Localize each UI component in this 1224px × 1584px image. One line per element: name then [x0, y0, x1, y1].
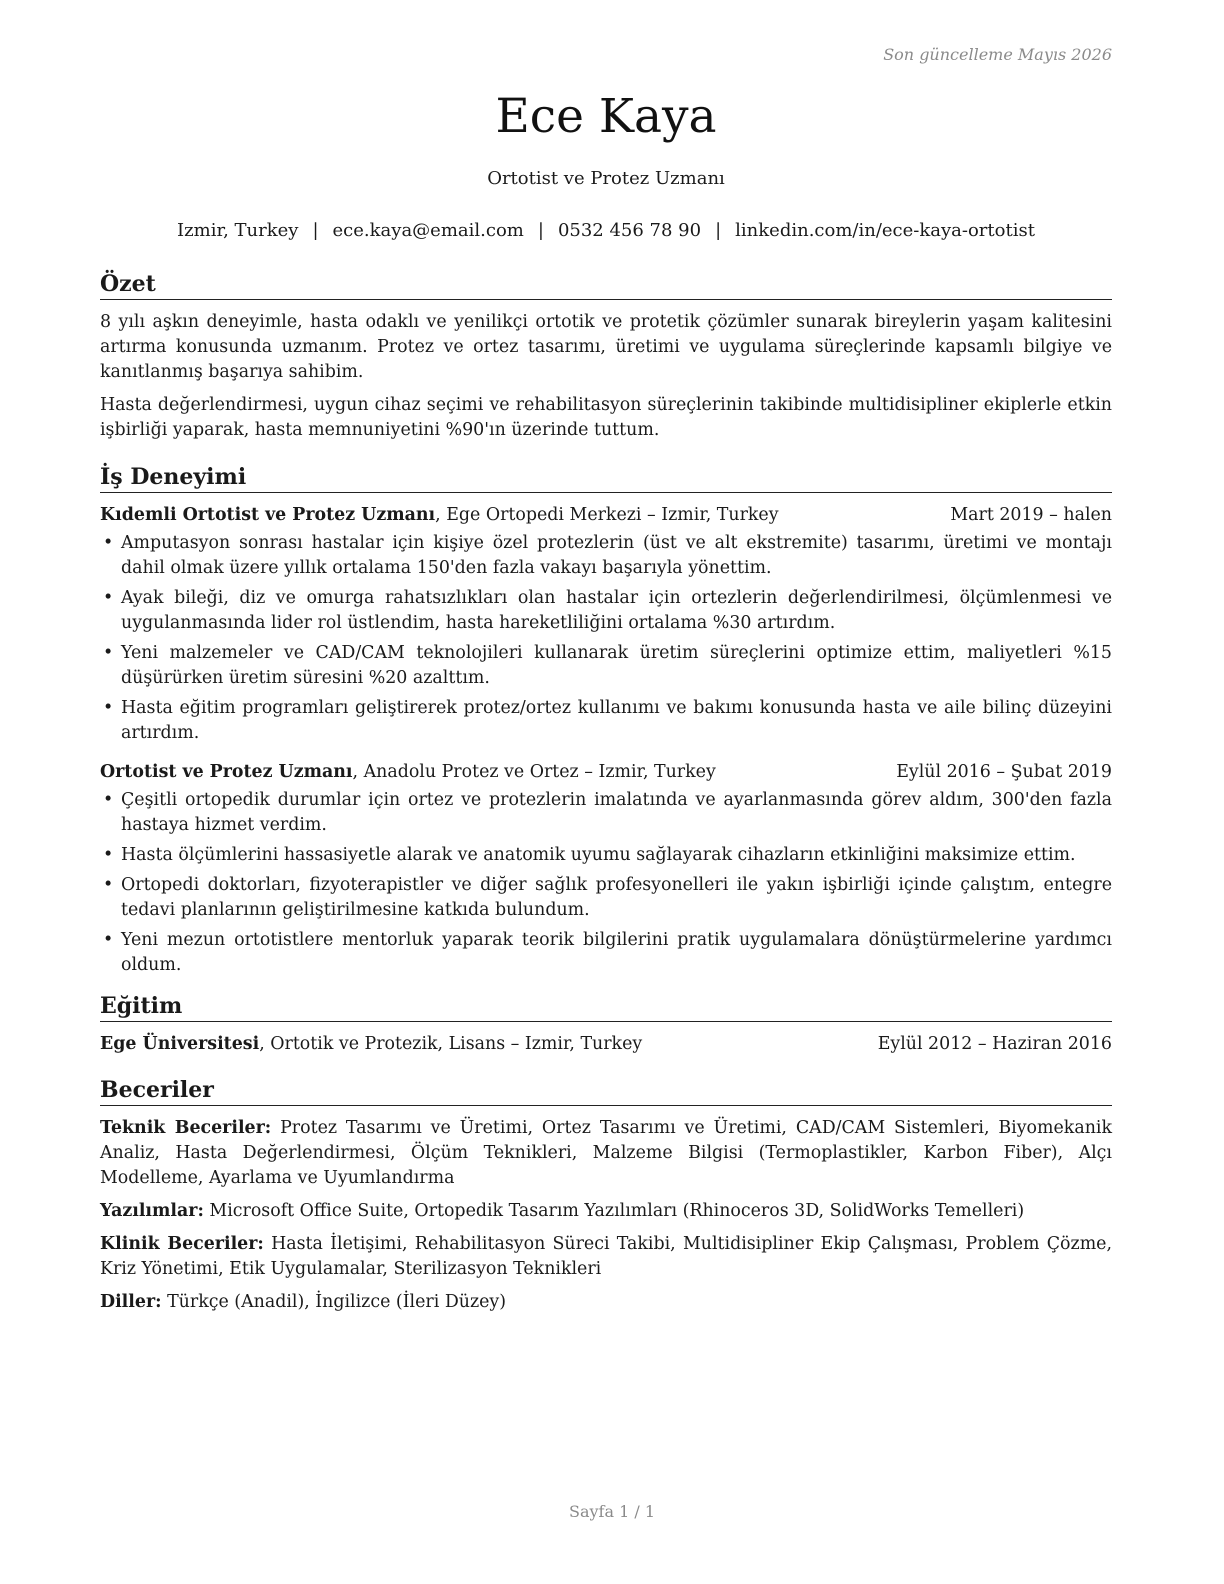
education-detail: , Ortotik ve Protezik, Lisans – Izmir, Turkey — [259, 1034, 643, 1054]
summary-paragraph: Hasta değerlendirmesi, uygun cihaz seçimi ve rehabilitasyon süreçlerinin takibinde multidisipliner ekiplerle etkin işbirliği yaparak, hasta memnuniyetini %90'ın üzerinde tuttum. — [100, 395, 1112, 440]
bullet-icon: • — [103, 845, 114, 865]
bullet-text: Ortopedi doktorları, fizyoterapistler ve diğer sağlık profesyonelleri ile yakın işbirliği içinde çalıştım, entegre tedavi planlarının geliştirilmesine katkıda bulundum. — [121, 875, 1112, 920]
skill-group — [100, 1199, 1112, 1224]
list-item — [100, 696, 1112, 746]
skills-section — [100, 1076, 1112, 1323]
contact-location: Izmir, Turkey — [177, 220, 299, 241]
section-heading: İş Deneyimi — [100, 463, 1112, 493]
candidate-title: Ortotist ve Protez Uzmanı — [487, 168, 725, 189]
contact-separator: | — [537, 220, 544, 241]
skill-label: Teknik Beceriler: — [100, 1118, 272, 1138]
job-role: Kıdemli Ortotist ve Protez Uzmanı — [100, 505, 436, 525]
candidate-name: Ece Kaya — [495, 89, 717, 144]
summary-section — [100, 270, 1112, 451]
bullet-icon: • — [103, 930, 114, 950]
section-heading: Özet — [100, 270, 1112, 300]
job-header — [100, 503, 1112, 528]
bullet-text: Yeni mezun ortotistlere mentorluk yaparak teorik bilgilerini pratik uygulamalara dönüştürmelerine yardımcı oldum. — [121, 930, 1112, 975]
bullet-text: Amputasyon sonrası hastalar için kişiye özel protezlerin (üst ve alt ekstremite) tasarımı, üretimi ve montajı dahil olmak üzere yıllık ortalama 150'den fazla vakayı başarıyla yönettim. — [121, 533, 1112, 578]
bullet-icon: • — [103, 790, 114, 810]
job-role-org — [100, 760, 716, 785]
skill-text: Türkçe (Anadil), İngilizce (İleri Düzey) — [161, 1292, 507, 1312]
bullet-text: Çeşitli ortopedik durumlar için ortez ve protezlerin imalatında ve ayarlanmasında görev aldım, 300'den fazla hastaya hizmet verdim. — [121, 790, 1112, 835]
skill-group — [100, 1232, 1112, 1282]
skill-label: Klinik Beceriler: — [100, 1234, 264, 1254]
bullet-icon: • — [103, 698, 114, 718]
page-number: Sayfa 1 / 1 — [568, 1502, 655, 1521]
contact-separator: | — [312, 220, 319, 241]
job-org: , Ege Ortopedi Merkezi – Izmir, Turkey — [435, 505, 779, 525]
job-org: , Anadolu Protez ve Ortez – Izmir, Turkey — [352, 762, 716, 782]
job-header — [100, 760, 1112, 785]
skill-text: Microsoft Office Suite, Ortopedik Tasarım Yazılımları (Rhinoceros 3D, SolidWorks Temelleri) — [203, 1201, 1025, 1221]
education-dates: Eylül 2012 – Haziran 2016 — [877, 1034, 1112, 1054]
bullet-text: Yeni malzemeler ve CAD/CAM teknolojileri kullanarak üretim süreçlerini optimize ettim, maliyetleri %15 düşürürken üretim süresini %20 azalttım. — [121, 643, 1112, 688]
skill-text: Hasta İletişimi, Rehabilitasyon Süreci Takibi, Multidisipliner Ekip Çalışması, Problem Çözme, Kriz Yönetimi, Etik Uygulamalar, Sterilizasyon Teknikleri — [100, 1234, 1112, 1279]
bullet-text: Hasta eğitim programları geliştirerek protez/ortez kullanımı ve bakımı konusunda hasta ve aile bilinç düzeyini artırdım. — [121, 698, 1112, 743]
bullet-icon: • — [103, 643, 114, 663]
skill-text: Protez Tasarımı ve Üretimi, Ortez Tasarımı ve Üretimi, CAD/CAM Sistemleri, Biyomekanik Analiz, Hasta Değerlendirmesi, Ölçüm Teknikleri, Malzeme Bilgisi (Termoplastikler, Karbon Fiber), Alçı Modelleme, Ayarlama ve Uyumlandırma — [100, 1118, 1112, 1188]
bullet-icon: • — [103, 875, 114, 895]
contact-linkedin[interactable]: linkedin.com/in/ece-kaya-ortotist — [735, 220, 1035, 241]
job-dates: Mart 2019 – halen — [950, 505, 1112, 525]
education-school: Ege Üniversitesi — [100, 1034, 260, 1054]
section-heading: Beceriler — [100, 1076, 1112, 1106]
contact-separator: | — [715, 220, 722, 241]
list-item — [100, 788, 1112, 838]
bullet-text: Ayak bileği, diz ve omurga rahatsızlıkları olan hastalar için ortezlerin değerlendirilmesi, ölçümlenmesi ve uygulanmasında lider rol üstlendim, hasta hareketliliğini ortalama %30 artırdım. — [121, 588, 1112, 633]
job-bullet-list — [100, 788, 1112, 978]
experience-section — [100, 463, 1112, 992]
education-school-detail — [100, 1032, 642, 1057]
list-item — [100, 873, 1112, 923]
list-item — [100, 641, 1112, 691]
bullet-icon: • — [103, 588, 114, 608]
job-bullet-list — [100, 531, 1112, 746]
list-item — [100, 586, 1112, 636]
education-section — [100, 992, 1112, 1060]
skill-label: Yazılımlar: — [100, 1201, 204, 1221]
last-updated-note: Son güncelleme Mayıs 2026 — [883, 45, 1112, 64]
skill-group — [100, 1116, 1112, 1191]
bullet-icon: • — [103, 533, 114, 553]
section-heading: Eğitim — [100, 992, 1112, 1022]
job-role-org — [100, 503, 779, 528]
contact-line — [100, 220, 1112, 242]
contact-email[interactable]: ece.kaya@email.com — [332, 220, 524, 241]
education-entry — [100, 1032, 1112, 1057]
job-dates: Eylül 2016 – Şubat 2019 — [896, 762, 1112, 782]
job-role: Ortotist ve Protez Uzmanı — [100, 762, 353, 782]
list-item — [100, 531, 1112, 581]
skill-group — [100, 1290, 1112, 1315]
list-item — [100, 843, 1112, 868]
skill-label: Diller: — [100, 1292, 162, 1312]
bullet-text: Hasta ölçümlerini hassasiyetle alarak ve anatomik uyumu sağlayarak cihazların etkinliğini maksimize ettim. — [121, 845, 1076, 865]
contact-phone: 0532 456 78 90 — [557, 220, 702, 241]
summary-paragraph: 8 yılı aşkın deneyimle, hasta odaklı ve yenilikçi ortotik ve protetik çözümler sunarak bireylerin yaşam kalitesini artırma konusunda uzmanım. Protez ve ortez tasarımı, üretimi ve uygulama süreçlerinde kapsamlı bilgiye ve kanıtlanmış başarıya sahibim. — [100, 312, 1112, 382]
list-item — [100, 928, 1112, 978]
